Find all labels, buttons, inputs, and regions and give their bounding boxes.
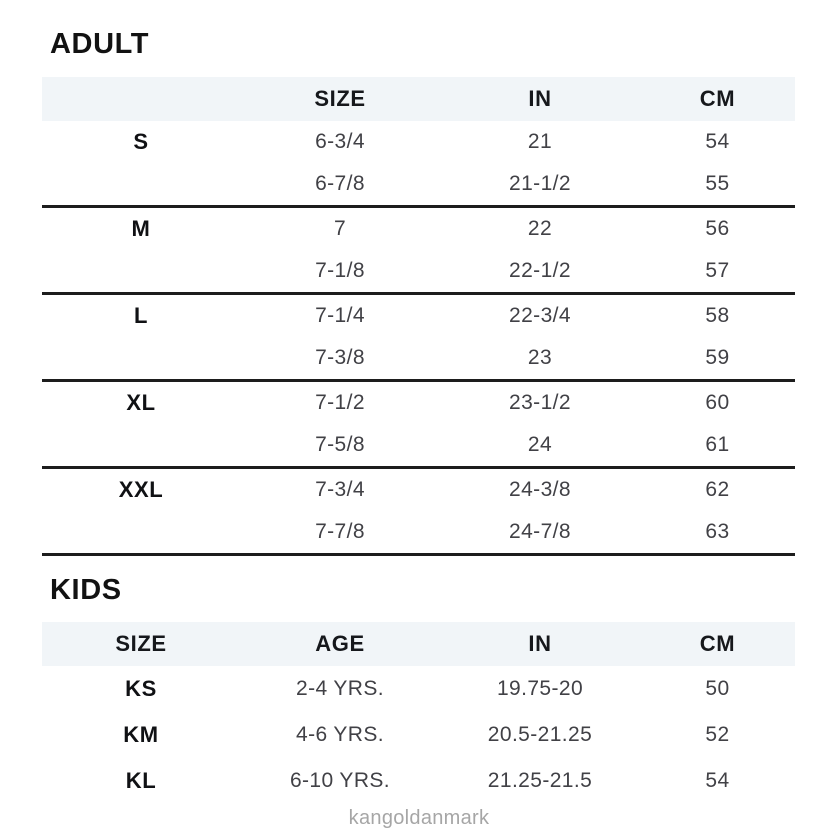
watermark-text: kangoldanmark <box>348 807 490 829</box>
adult-table-header <box>42 77 795 121</box>
cm-cell: 50 <box>705 677 730 700</box>
adult-size-group-l <box>42 295 795 382</box>
in-cell: 22-1/2 <box>509 259 571 282</box>
table-row <box>42 250 795 292</box>
kids-table-body <box>42 666 795 804</box>
table-row <box>42 382 795 424</box>
cm-cell: 62 <box>705 478 730 501</box>
size-cell: 7-7/8 <box>315 520 365 543</box>
size-cell: 7-5/8 <box>315 433 365 456</box>
adult-section <box>42 28 838 556</box>
in-cell: 23-1/2 <box>509 391 571 414</box>
table-row <box>42 469 795 511</box>
in-cell: 20.5-21.25 <box>487 723 593 746</box>
adult-size-group-m <box>42 208 795 295</box>
table-row <box>42 121 795 163</box>
kids-size-table <box>42 622 795 804</box>
size-label: XL <box>126 390 156 415</box>
in-cell: 22-3/4 <box>509 304 571 327</box>
adult-header-cm: CM <box>699 86 736 111</box>
cm-cell: 54 <box>705 130 730 153</box>
cm-cell: 59 <box>705 346 730 369</box>
size-cell: 7-1/4 <box>315 304 365 327</box>
kids-header-size: SIZE <box>115 631 167 656</box>
cm-cell: 56 <box>705 217 730 240</box>
kids-table-header <box>42 622 795 666</box>
table-row <box>42 208 795 250</box>
size-cell: 7-3/8 <box>315 346 365 369</box>
adult-section-title: ADULT <box>50 28 150 60</box>
cm-cell: 52 <box>705 723 730 746</box>
in-cell: 22 <box>527 217 553 240</box>
cm-cell: 57 <box>705 259 730 282</box>
cm-cell: 55 <box>705 172 730 195</box>
in-cell: 21-1/2 <box>509 172 571 195</box>
adult-header-size: SIZE <box>314 86 366 111</box>
table-row <box>42 712 795 758</box>
age-cell: 2-4 YRS. <box>295 677 385 700</box>
cm-cell: 61 <box>705 433 730 456</box>
size-cell: 7-1/8 <box>315 259 365 282</box>
cm-cell: 63 <box>705 520 730 543</box>
adult-size-group-xxl <box>42 469 795 556</box>
cm-cell: 58 <box>705 304 730 327</box>
adult-size-group-xl <box>42 382 795 469</box>
table-row <box>42 163 795 205</box>
size-cell: 7-1/2 <box>315 391 365 414</box>
cm-cell: 60 <box>705 391 730 414</box>
table-row <box>42 295 795 337</box>
adult-size-group-s <box>42 121 795 208</box>
in-cell: 19.75-20 <box>496 677 584 700</box>
table-row <box>42 424 795 466</box>
size-label: S <box>133 129 149 154</box>
size-label: KL <box>125 768 157 793</box>
size-label: KS <box>125 676 157 701</box>
size-cell: 7-3/4 <box>315 478 365 501</box>
kids-header-in: IN <box>528 631 552 656</box>
adult-size-table <box>42 77 795 556</box>
kids-section-title: KIDS <box>50 574 122 606</box>
size-label: KM <box>123 722 159 747</box>
kids-header-age: AGE <box>315 631 365 656</box>
cm-cell: 54 <box>705 769 730 792</box>
adult-table-body <box>42 121 795 556</box>
size-label: XXL <box>118 477 164 502</box>
kids-header-cm: CM <box>699 631 736 656</box>
age-cell: 6-10 YRS. <box>289 769 391 792</box>
size-label: M <box>131 216 151 241</box>
table-row <box>42 337 795 379</box>
size-cell: 6-7/8 <box>315 172 365 195</box>
in-cell: 24-3/8 <box>509 478 571 501</box>
table-row <box>42 666 795 712</box>
size-cell: 6-3/4 <box>315 130 365 153</box>
table-row <box>42 511 795 553</box>
in-cell: 24-7/8 <box>509 520 571 543</box>
size-cell: 7 <box>333 217 347 240</box>
age-cell: 4-6 YRS. <box>295 723 385 746</box>
table-row <box>42 758 795 804</box>
size-label: L <box>133 303 149 328</box>
in-cell: 21.25-21.5 <box>487 769 593 792</box>
kids-section <box>42 574 838 804</box>
adult-header-in: IN <box>528 86 552 111</box>
in-cell: 23 <box>527 346 553 369</box>
in-cell: 24 <box>527 433 553 456</box>
in-cell: 21 <box>527 130 553 153</box>
